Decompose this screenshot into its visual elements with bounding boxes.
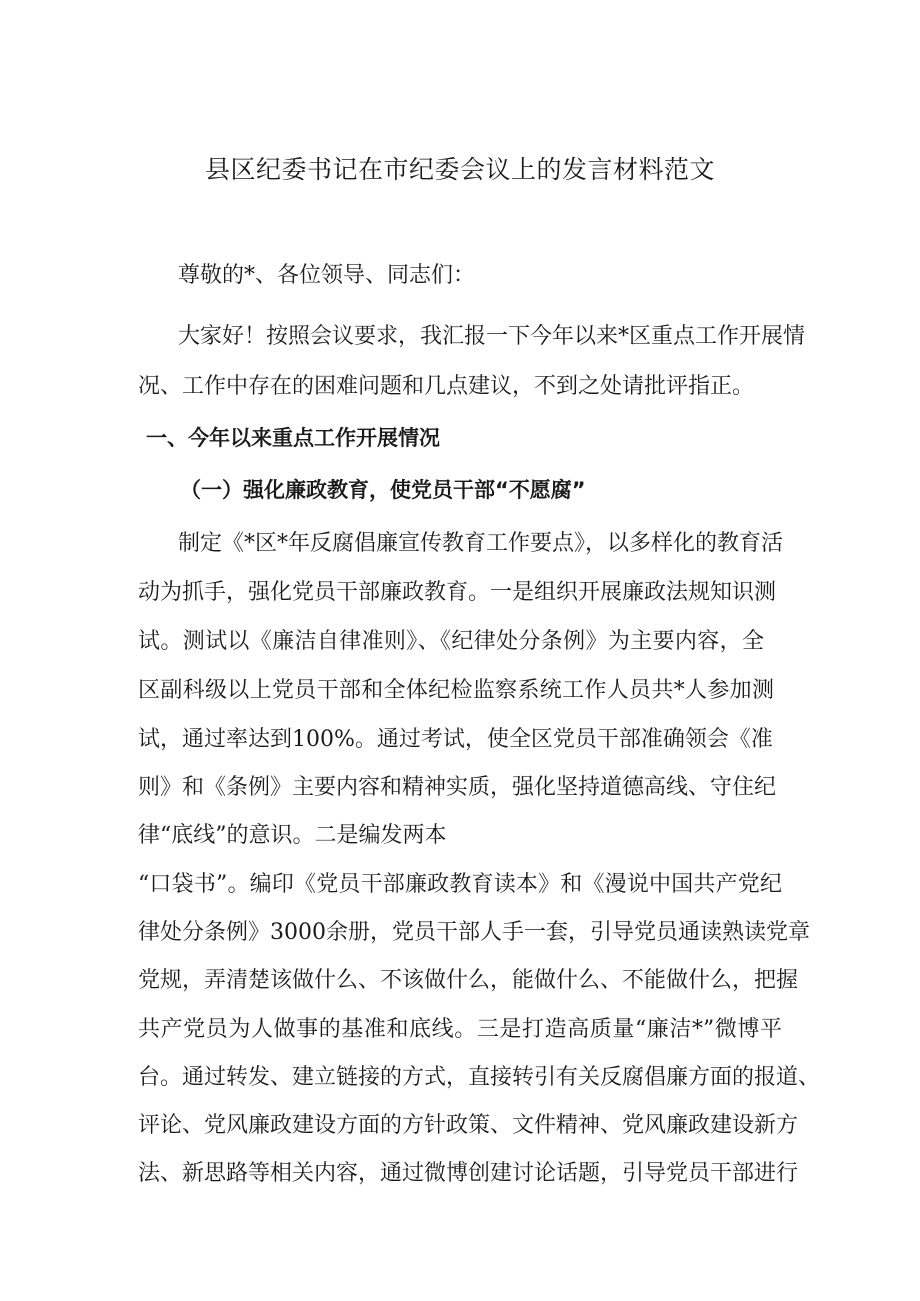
body-line: 律处分条例》3000余册，党员干部人手一套，引导党员通读熟读党章 [138, 920, 810, 945]
subsection-heading-1: （一）强化廉政教育，使党员干部“不愿腐” [180, 478, 586, 502]
intro-line-1: 大家好！按照会议要求，我汇报一下今年以来*区重点工作开展情 [178, 324, 806, 349]
body-line: 试。测试以《廉洁自律准则》、《纪律处分条例》为主要内容，全 [138, 629, 764, 654]
body-line: 则》和《条例》主要内容和精神实质，强化坚持道德高线、守住纪 [138, 775, 777, 800]
body-line: “口袋书”。编印《党员干部廉政教育读本》和《漫说中国共产党纪 [138, 872, 782, 897]
body-line: 律“底线”的意识。二是编发两本 [138, 823, 447, 848]
document-title: 县区纪委书记在市纪委会议上的发言材料范文 [204, 155, 715, 184]
body-line: 制定《*区*年反腐倡廉宣传教育工作要点》，以多样化的教育活 [178, 531, 784, 556]
body-line: 法、新思路等相关内容，通过微博创建讨论话题，引导党员干部进行 [138, 1161, 799, 1186]
body-line: 党规，弄清楚该做什么、不该做什么，能做什么、不能做什么，把握 [138, 968, 799, 993]
body-line: 评论、党风廉政建设方面的方针政策、文件精神、党风廉政建设新方 [138, 1113, 799, 1138]
body-line: 动为抓手，强化党员干部廉政教育。一是组织开展廉政法规知识测 [138, 580, 777, 605]
intro-line-2: 况、工作中存在的困难问题和几点建议，不到之处请批评指正。 [138, 374, 755, 399]
salutation: 尊敬的*、各位领导、同志们： [178, 263, 476, 288]
body-line: 试，通过率达到100%。通过考试，使全区党员干部准确领会《准 [138, 727, 773, 752]
body-line: 共产党员为人做事的基准和底线。三是打造高质量“廉洁*”微博平 [138, 1017, 782, 1042]
section-heading-1: 一、今年以来重点工作开展情况 [146, 426, 440, 450]
body-line: 区副科级以上党员干部和全体纪检监察系统工作人员共*人参加测 [138, 678, 774, 703]
body-line: 台。通过转发、建立链接的方式，直接转引有关反腐倡廉方面的报道、 [138, 1065, 821, 1090]
